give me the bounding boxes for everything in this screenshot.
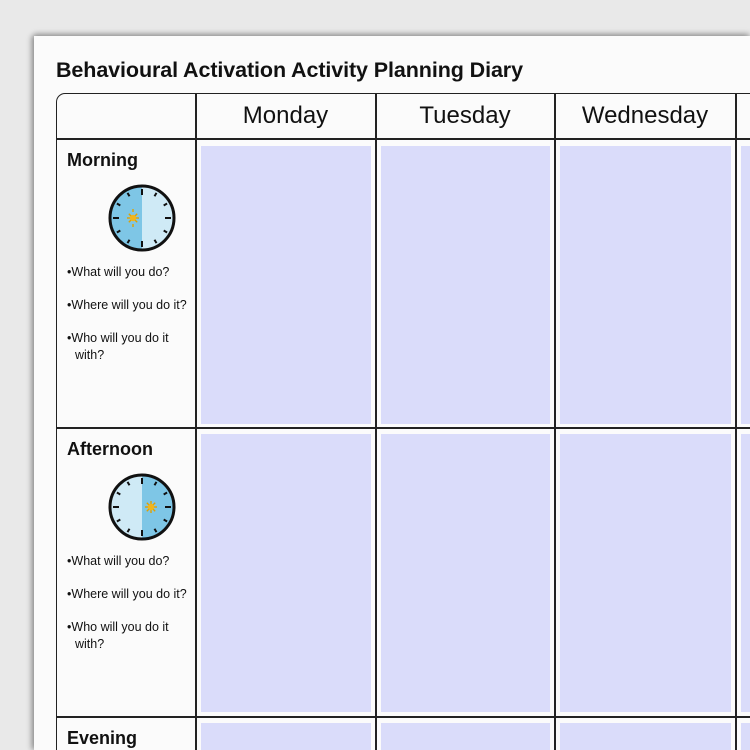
day-header-monday: Monday bbox=[242, 102, 329, 129]
period-label: Morning bbox=[67, 150, 138, 170]
day-header-wednesday: Wednesday bbox=[581, 102, 709, 129]
evening-wednesday-cell[interactable] bbox=[560, 723, 731, 750]
morning-wednesday-cell[interactable] bbox=[560, 146, 731, 424]
column-divider bbox=[375, 93, 377, 750]
evening-monday-cell[interactable] bbox=[201, 723, 371, 750]
period-evening bbox=[56, 717, 196, 750]
prompt-where: • Where will you do it? bbox=[67, 586, 191, 603]
period-label: Afternoon bbox=[67, 439, 153, 459]
morning-thursday-cell[interactable] bbox=[741, 146, 750, 424]
evening-tuesday-cell[interactable] bbox=[381, 723, 550, 750]
prompt-what: • What will you do? bbox=[67, 553, 191, 570]
diary-sheet bbox=[34, 36, 750, 750]
period-label: Evening bbox=[67, 728, 138, 748]
afternoon-clock-icon bbox=[108, 473, 176, 541]
morning-clock-icon bbox=[108, 184, 176, 252]
evening-thursday-cell[interactable] bbox=[741, 723, 750, 750]
morning-monday-cell[interactable] bbox=[201, 146, 371, 424]
day-header-tuesday: Tuesday bbox=[419, 102, 511, 129]
afternoon-wednesday-cell[interactable] bbox=[560, 434, 731, 712]
column-divider bbox=[735, 93, 737, 750]
prompt-who: • Who will you do it with? bbox=[67, 330, 191, 363]
period-morning bbox=[56, 139, 196, 427]
prompt-what: • What will you do? bbox=[67, 264, 191, 281]
afternoon-prompts bbox=[67, 553, 191, 669]
prompt-who: • Who will you do it with? bbox=[67, 619, 191, 652]
afternoon-monday-cell[interactable] bbox=[201, 434, 371, 712]
afternoon-thursday-cell[interactable] bbox=[741, 434, 750, 712]
morning-prompts bbox=[67, 264, 191, 380]
morning-tuesday-cell[interactable] bbox=[381, 146, 550, 424]
prompt-where: • Where will you do it? bbox=[67, 297, 191, 314]
diary-title: Behavioural Activation Activity Planning Diary bbox=[56, 58, 523, 82]
column-divider bbox=[554, 93, 556, 750]
period-afternoon bbox=[56, 428, 196, 716]
afternoon-tuesday-cell[interactable] bbox=[381, 434, 550, 712]
